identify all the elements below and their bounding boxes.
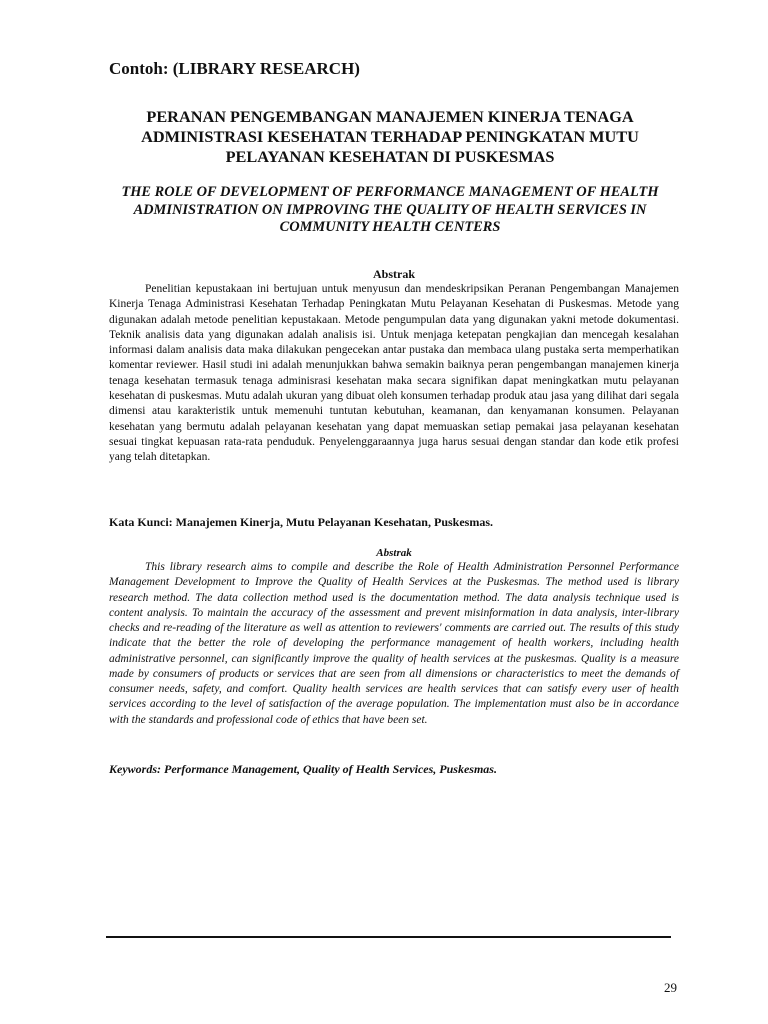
keywords-indonesian: Kata Kunci: Manajemen Kinerja, Mutu Pelayanan Kesehatan, Puskesmas. bbox=[109, 515, 493, 529]
footer-divider bbox=[106, 936, 671, 938]
abstract-body-indonesian bbox=[109, 282, 679, 466]
example-label: Contoh: (LIBRARY RESEARCH) bbox=[109, 59, 360, 78]
abstract-text-indonesian: Penelitian kepustakaan ini bertujuan untuk menyusun dan mendeskripsikan Peranan Pengembangan Manajemen Kinerja Tenaga Administrasi Kesehatan Terhadap Peningkatan Mutu Pelayanan Kesehatan di Puskesmas. Metode yang digunakan adalah metode penelitian kepustakaan. Metode pengumpulan data yang digunakan yakni metode dokumentasi. Teknik analisis data yang digunakan adalah analisis isi. Untuk menjaga ketepatan pengkajian dan mencegah kesalahan informasi dalam analisis data maka dilakukan pengecekan antar pustaka dan membaca ulang pustaka serta memperhatikan komentar reviewer. Hasil studi ini adalah menunjukkan bahwa semakin baiknya peran pengembangan manajemen kinerja tenaga kesehatan termasuk tenaga adminisrasi kesehatan maka secara signifikan dapat meningkatkan mutu pelayanan kesehatan di puskesmas. Mutu adalah ukuran yang dibuat oleh konsumen terhadap produk atau jasa yang dilihat dari segala dimensi atau karakteristik untuk memenuhi tuntutan kebutuhan, keamanan, dan kenyamanan konsumen. Pelayanan kesehatan yang bermutu adalah pelayanan kesehatan yang dapat memuaskan setiap pemakai jasa pelayanan kesehatan sesuai tingkat kepuasan rata-rata penduduk. Penyelenggaraannya juga harus sesuai dengan standar dan kode etik profesi yang telah ditetapkan. bbox=[109, 283, 679, 464]
keywords-english: Keywords: Performance Management, Quality of Health Services, Puskesmas. bbox=[109, 762, 497, 776]
title-english: THE ROLE OF DEVELOPMENT OF PERFORMANCE MANAGEMENT OF HEALTH ADMINISTRATION ON IMPROVING THE QUALITY OF HEALTH SERVICES IN COMMUNITY HEALTH CENTERS bbox=[121, 184, 659, 235]
abstract-body-english bbox=[109, 560, 679, 728]
page-number: 29 bbox=[664, 980, 677, 995]
abstract-heading-indonesian: Abstrak bbox=[372, 267, 415, 281]
title-indonesian: PERANAN PENGEMBANGAN MANAJEMEN KINERJA TENAGA ADMINISTRASI KESEHATAN TERHADAP PENINGKATAN MUTU PELAYANAN KESEHATAN DI PUSKESMAS bbox=[141, 107, 639, 166]
abstract-heading-english: Abstrak bbox=[376, 547, 412, 559]
abstract-text-english: This library research aims to compile and describe the Role of Health Administration Personnel Performance Management Development to Improve the Quality of Health Services at the Puskesmas. The method used is library research method. The data collection method used is the documentation method. The data analysis technique used is content analysis. To maintain the accuracy of the assessment and prevent misinformation in data analysis, inter-library checks and re-reading of the literature as well as attention to reviewers' comments are carried out. The results of this study indicate that the better the role of developing the performance management of health workers, including health administrative personnel, can significantly improve the quality of health services at the puskesmas. Quality is a measure made by consumers of products or services that are seen from all dimensions or characteristics to meet the demands of consumer needs, safety, and comfort. Quality health services are health services that can satisfy every user of health services according to the level of satisfaction of the average population. The implementation must also be in accordance with the standards and professional code of ethics that have been set. bbox=[109, 561, 679, 726]
